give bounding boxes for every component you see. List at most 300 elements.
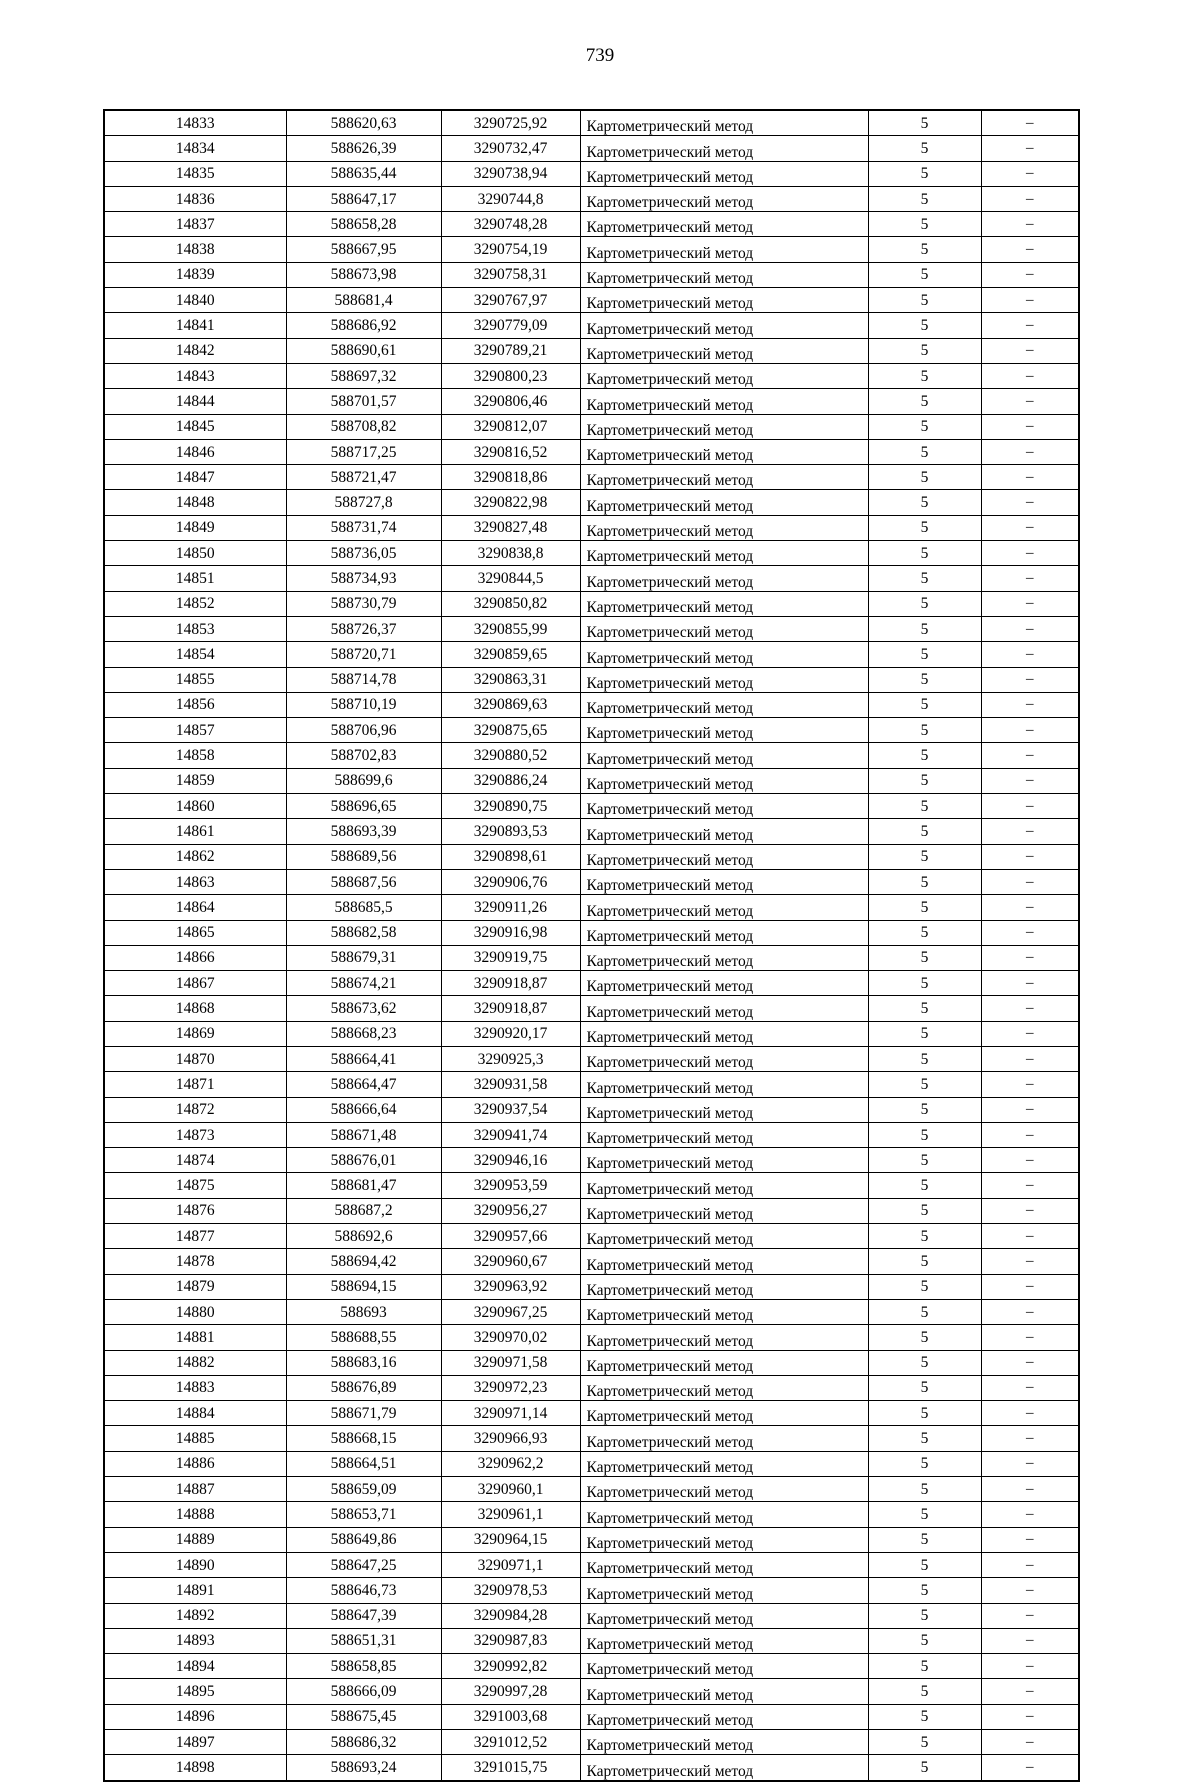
method-cell: Картометрический метод	[580, 1299, 868, 1324]
method-cell: Картометрический метод	[580, 971, 868, 996]
table-row	[104, 945, 1079, 970]
accuracy-cell: 5	[868, 212, 981, 237]
point-number-cell: 14863	[104, 869, 286, 894]
point-number-cell: 14838	[104, 237, 286, 262]
y-coordinate-cell: 3290916,98	[441, 920, 580, 945]
note-cell: –	[981, 1198, 1079, 1223]
table-row	[104, 186, 1079, 211]
table-row	[104, 1021, 1079, 1046]
note-cell: –	[981, 920, 1079, 945]
point-number-cell: 14837	[104, 212, 286, 237]
x-coordinate-cell: 588620,63	[286, 110, 441, 136]
method-cell: Картометрический метод	[580, 1224, 868, 1249]
note-cell: –	[981, 465, 1079, 490]
point-number-cell: 14876	[104, 1198, 286, 1223]
coordinates-table-body	[104, 110, 1079, 1781]
x-coordinate-cell: 588694,15	[286, 1274, 441, 1299]
table-row	[104, 1249, 1079, 1274]
method-cell: Картометрический метод	[580, 794, 868, 819]
x-coordinate-cell: 588671,48	[286, 1122, 441, 1147]
note-cell: –	[981, 768, 1079, 793]
accuracy-cell: 5	[868, 743, 981, 768]
x-coordinate-cell: 588664,51	[286, 1451, 441, 1476]
x-coordinate-cell: 588674,21	[286, 971, 441, 996]
method-cell: Картометрический метод	[580, 1654, 868, 1679]
accuracy-cell: 5	[868, 262, 981, 287]
accuracy-cell: 5	[868, 110, 981, 136]
accuracy-cell: 5	[868, 1755, 981, 1781]
note-cell: –	[981, 1502, 1079, 1527]
point-number-cell: 14879	[104, 1274, 286, 1299]
note-cell: –	[981, 1654, 1079, 1679]
method-cell: Картометрический метод	[580, 110, 868, 136]
method-cell: Картометрический метод	[580, 1401, 868, 1426]
table-row	[104, 363, 1079, 388]
method-cell: Картометрический метод	[580, 920, 868, 945]
y-coordinate-cell: 3291003,68	[441, 1704, 580, 1729]
note-cell: –	[981, 1527, 1079, 1552]
y-coordinate-cell: 3290971,58	[441, 1350, 580, 1375]
point-number-cell: 14856	[104, 692, 286, 717]
y-coordinate-cell: 3291012,52	[441, 1730, 580, 1755]
method-cell: Картометрический метод	[580, 1021, 868, 1046]
method-cell: Картометрический метод	[580, 288, 868, 313]
method-cell: Картометрический метод	[580, 1148, 868, 1173]
point-number-cell: 14849	[104, 515, 286, 540]
table-row	[104, 920, 1079, 945]
method-cell: Картометрический метод	[580, 1122, 868, 1147]
point-number-cell: 14868	[104, 996, 286, 1021]
table-row	[104, 1426, 1079, 1451]
note-cell: –	[981, 1325, 1079, 1350]
table-row	[104, 844, 1079, 869]
accuracy-cell: 5	[868, 1679, 981, 1704]
note-cell: –	[981, 945, 1079, 970]
y-coordinate-cell: 3290789,21	[441, 338, 580, 363]
table-row	[104, 794, 1079, 819]
x-coordinate-cell: 588653,71	[286, 1502, 441, 1527]
point-number-cell: 14848	[104, 490, 286, 515]
accuracy-cell: 5	[868, 1426, 981, 1451]
accuracy-cell: 5	[868, 667, 981, 692]
method-cell: Картометрический метод	[580, 1198, 868, 1223]
y-coordinate-cell: 3290738,94	[441, 161, 580, 186]
y-coordinate-cell: 3290960,1	[441, 1477, 580, 1502]
table-row	[104, 338, 1079, 363]
method-cell: Картометрический метод	[580, 1097, 868, 1122]
table-row	[104, 1173, 1079, 1198]
point-number-cell: 14885	[104, 1426, 286, 1451]
method-cell: Картометрический метод	[580, 1173, 868, 1198]
point-number-cell: 14864	[104, 895, 286, 920]
accuracy-cell: 5	[868, 288, 981, 313]
method-cell: Картометрический метод	[580, 1502, 868, 1527]
y-coordinate-cell: 3290992,82	[441, 1654, 580, 1679]
table-row	[104, 1046, 1079, 1071]
method-cell: Картометрический метод	[580, 1072, 868, 1097]
x-coordinate-cell: 588693	[286, 1299, 441, 1324]
y-coordinate-cell: 3290812,07	[441, 414, 580, 439]
accuracy-cell: 5	[868, 945, 981, 970]
y-coordinate-cell: 3290972,23	[441, 1375, 580, 1400]
accuracy-cell: 5	[868, 971, 981, 996]
point-number-cell: 14886	[104, 1451, 286, 1476]
y-coordinate-cell: 3290859,65	[441, 642, 580, 667]
accuracy-cell: 5	[868, 642, 981, 667]
x-coordinate-cell: 588664,41	[286, 1046, 441, 1071]
note-cell: –	[981, 692, 1079, 717]
accuracy-cell: 5	[868, 996, 981, 1021]
y-coordinate-cell: 3290758,31	[441, 262, 580, 287]
note-cell: –	[981, 667, 1079, 692]
note-cell: –	[981, 1603, 1079, 1628]
note-cell: –	[981, 1046, 1079, 1071]
table-row	[104, 869, 1079, 894]
y-coordinate-cell: 3290906,76	[441, 869, 580, 894]
note-cell: –	[981, 1451, 1079, 1476]
y-coordinate-cell: 3290962,2	[441, 1451, 580, 1476]
x-coordinate-cell: 588717,25	[286, 439, 441, 464]
note-cell: –	[981, 1628, 1079, 1653]
method-cell: Картометрический метод	[580, 1679, 868, 1704]
note-cell: –	[981, 313, 1079, 338]
accuracy-cell: 5	[868, 136, 981, 161]
table-row	[104, 1198, 1079, 1223]
note-cell: –	[981, 794, 1079, 819]
y-coordinate-cell: 3290748,28	[441, 212, 580, 237]
y-coordinate-cell: 3290918,87	[441, 996, 580, 1021]
x-coordinate-cell: 588676,89	[286, 1375, 441, 1400]
x-coordinate-cell: 588664,47	[286, 1072, 441, 1097]
point-number-cell: 14866	[104, 945, 286, 970]
table-row	[104, 667, 1079, 692]
accuracy-cell: 5	[868, 389, 981, 414]
method-cell: Картометрический метод	[580, 1704, 868, 1729]
y-coordinate-cell: 3290931,58	[441, 1072, 580, 1097]
point-number-cell: 14867	[104, 971, 286, 996]
point-number-cell: 14859	[104, 768, 286, 793]
method-cell: Картометрический метод	[580, 1274, 868, 1299]
table-row	[104, 1097, 1079, 1122]
x-coordinate-cell: 588697,32	[286, 363, 441, 388]
point-number-cell: 14870	[104, 1046, 286, 1071]
x-coordinate-cell: 588714,78	[286, 667, 441, 692]
x-coordinate-cell: 588720,71	[286, 642, 441, 667]
table-row	[104, 212, 1079, 237]
x-coordinate-cell: 588736,05	[286, 541, 441, 566]
x-coordinate-cell: 588666,64	[286, 1097, 441, 1122]
point-number-cell: 14834	[104, 136, 286, 161]
y-coordinate-cell: 3290869,63	[441, 692, 580, 717]
note-cell: –	[981, 186, 1079, 211]
table-row	[104, 1730, 1079, 1755]
table-row	[104, 1603, 1079, 1628]
x-coordinate-cell: 588658,28	[286, 212, 441, 237]
method-cell: Картометрический метод	[580, 616, 868, 641]
y-coordinate-cell: 3290844,5	[441, 566, 580, 591]
point-number-cell: 14878	[104, 1249, 286, 1274]
y-coordinate-cell: 3290960,67	[441, 1249, 580, 1274]
table-row	[104, 1552, 1079, 1577]
x-coordinate-cell: 588710,19	[286, 692, 441, 717]
point-number-cell: 14896	[104, 1704, 286, 1729]
point-number-cell: 14850	[104, 541, 286, 566]
table-row	[104, 1072, 1079, 1097]
x-coordinate-cell: 588706,96	[286, 718, 441, 743]
point-number-cell: 14889	[104, 1527, 286, 1552]
point-number-cell: 14873	[104, 1122, 286, 1147]
y-coordinate-cell: 3290970,02	[441, 1325, 580, 1350]
point-number-cell: 14845	[104, 414, 286, 439]
table-row	[104, 1704, 1079, 1729]
note-cell: –	[981, 541, 1079, 566]
accuracy-cell: 5	[868, 1603, 981, 1628]
y-coordinate-cell: 3290971,14	[441, 1401, 580, 1426]
table-row	[104, 1224, 1079, 1249]
y-coordinate-cell: 3290963,92	[441, 1274, 580, 1299]
y-coordinate-cell: 3290890,75	[441, 794, 580, 819]
x-coordinate-cell: 588727,8	[286, 490, 441, 515]
y-coordinate-cell: 3290767,97	[441, 288, 580, 313]
note-cell: –	[981, 743, 1079, 768]
table-row	[104, 110, 1079, 136]
point-number-cell: 14877	[104, 1224, 286, 1249]
table-row	[104, 1401, 1079, 1426]
x-coordinate-cell: 588699,6	[286, 768, 441, 793]
note-cell: –	[981, 1679, 1079, 1704]
table-row	[104, 288, 1079, 313]
method-cell: Картометрический метод	[580, 844, 868, 869]
y-coordinate-cell: 3290816,52	[441, 439, 580, 464]
method-cell: Картометрический метод	[580, 313, 868, 338]
accuracy-cell: 5	[868, 1198, 981, 1223]
table-row	[104, 1350, 1079, 1375]
note-cell: –	[981, 869, 1079, 894]
point-number-cell: 14884	[104, 1401, 286, 1426]
method-cell: Картометрический метод	[580, 996, 868, 1021]
point-number-cell: 14874	[104, 1148, 286, 1173]
y-coordinate-cell: 3290919,75	[441, 945, 580, 970]
x-coordinate-cell: 588675,45	[286, 1704, 441, 1729]
accuracy-cell: 5	[868, 1021, 981, 1046]
accuracy-cell: 5	[868, 616, 981, 641]
method-cell: Картометрический метод	[580, 439, 868, 464]
table-row	[104, 768, 1079, 793]
point-number-cell: 14898	[104, 1755, 286, 1781]
y-coordinate-cell: 3290966,93	[441, 1426, 580, 1451]
y-coordinate-cell: 3290822,98	[441, 490, 580, 515]
table-row	[104, 262, 1079, 287]
point-number-cell: 14891	[104, 1578, 286, 1603]
accuracy-cell: 5	[868, 869, 981, 894]
accuracy-cell: 5	[868, 1148, 981, 1173]
x-coordinate-cell: 588649,86	[286, 1527, 441, 1552]
note-cell: –	[981, 1122, 1079, 1147]
y-coordinate-cell: 3290806,46	[441, 389, 580, 414]
y-coordinate-cell: 3290779,09	[441, 313, 580, 338]
page-number: 739	[585, 45, 615, 66]
table-row	[104, 1654, 1079, 1679]
x-coordinate-cell: 588626,39	[286, 136, 441, 161]
note-cell: –	[981, 844, 1079, 869]
note-cell: –	[981, 490, 1079, 515]
point-number-cell: 14890	[104, 1552, 286, 1577]
y-coordinate-cell: 3290911,26	[441, 895, 580, 920]
accuracy-cell: 5	[868, 1097, 981, 1122]
table-row	[104, 465, 1079, 490]
x-coordinate-cell: 588726,37	[286, 616, 441, 641]
x-coordinate-cell: 588686,32	[286, 1730, 441, 1755]
x-coordinate-cell: 588676,01	[286, 1148, 441, 1173]
table-row	[104, 1578, 1079, 1603]
table-row	[104, 996, 1079, 1021]
note-cell: –	[981, 895, 1079, 920]
point-number-cell: 14893	[104, 1628, 286, 1653]
table-row	[104, 743, 1079, 768]
method-cell: Картометрический метод	[580, 1552, 868, 1577]
point-number-cell: 14847	[104, 465, 286, 490]
table-row	[104, 1451, 1079, 1476]
table-row	[104, 1477, 1079, 1502]
note-cell: –	[981, 718, 1079, 743]
table-row	[104, 515, 1079, 540]
x-coordinate-cell: 588673,62	[286, 996, 441, 1021]
x-coordinate-cell: 588702,83	[286, 743, 441, 768]
point-number-cell: 14851	[104, 566, 286, 591]
table-row	[104, 971, 1079, 996]
note-cell: –	[981, 288, 1079, 313]
x-coordinate-cell: 588687,2	[286, 1198, 441, 1223]
method-cell: Картометрический метод	[580, 718, 868, 743]
accuracy-cell: 5	[868, 1122, 981, 1147]
method-cell: Картометрический метод	[580, 768, 868, 793]
y-coordinate-cell: 3290956,27	[441, 1198, 580, 1223]
accuracy-cell: 5	[868, 1224, 981, 1249]
point-number-cell: 14858	[104, 743, 286, 768]
table-row	[104, 414, 1079, 439]
method-cell: Картометрический метод	[580, 895, 868, 920]
method-cell: Картометрический метод	[580, 1375, 868, 1400]
table-row	[104, 136, 1079, 161]
method-cell: Картометрический метод	[580, 136, 868, 161]
note-cell: –	[981, 389, 1079, 414]
note-cell: –	[981, 212, 1079, 237]
method-cell: Картометрический метод	[580, 363, 868, 388]
table-row	[104, 237, 1079, 262]
x-coordinate-cell: 588701,57	[286, 389, 441, 414]
method-cell: Картометрический метод	[580, 1603, 868, 1628]
table-row	[104, 819, 1079, 844]
table-row	[104, 313, 1079, 338]
y-coordinate-cell: 3290997,28	[441, 1679, 580, 1704]
accuracy-cell: 5	[868, 465, 981, 490]
method-cell: Картометрический метод	[580, 1730, 868, 1755]
point-number-cell: 14865	[104, 920, 286, 945]
accuracy-cell: 5	[868, 895, 981, 920]
x-coordinate-cell: 588686,92	[286, 313, 441, 338]
method-cell: Картометрический метод	[580, 1046, 868, 1071]
y-coordinate-cell: 3290880,52	[441, 743, 580, 768]
point-number-cell: 14880	[104, 1299, 286, 1324]
note-cell: –	[981, 1274, 1079, 1299]
accuracy-cell: 5	[868, 1654, 981, 1679]
accuracy-cell: 5	[868, 338, 981, 363]
table-row	[104, 389, 1079, 414]
x-coordinate-cell: 588659,09	[286, 1477, 441, 1502]
note-cell: –	[981, 338, 1079, 363]
y-coordinate-cell: 3290987,83	[441, 1628, 580, 1653]
y-coordinate-cell: 3290754,19	[441, 237, 580, 262]
y-coordinate-cell: 3290744,8	[441, 186, 580, 211]
y-coordinate-cell: 3290725,92	[441, 110, 580, 136]
accuracy-cell: 5	[868, 1046, 981, 1071]
table-row	[104, 1679, 1079, 1704]
y-coordinate-cell: 3290918,87	[441, 971, 580, 996]
x-coordinate-cell: 588692,6	[286, 1224, 441, 1249]
note-cell: –	[981, 439, 1079, 464]
accuracy-cell: 5	[868, 186, 981, 211]
accuracy-cell: 5	[868, 1249, 981, 1274]
note-cell: –	[981, 1148, 1079, 1173]
point-number-cell: 14882	[104, 1350, 286, 1375]
x-coordinate-cell: 588721,47	[286, 465, 441, 490]
note-cell: –	[981, 1401, 1079, 1426]
x-coordinate-cell: 588673,98	[286, 262, 441, 287]
accuracy-cell: 5	[868, 1350, 981, 1375]
accuracy-cell: 5	[868, 1451, 981, 1476]
accuracy-cell: 5	[868, 439, 981, 464]
x-coordinate-cell: 588647,39	[286, 1603, 441, 1628]
coordinates-table	[103, 109, 1080, 1782]
point-number-cell: 14843	[104, 363, 286, 388]
y-coordinate-cell: 3290875,65	[441, 718, 580, 743]
note-cell: –	[981, 1249, 1079, 1274]
method-cell: Картометрический метод	[580, 869, 868, 894]
point-number-cell: 14836	[104, 186, 286, 211]
note-cell: –	[981, 110, 1079, 136]
method-cell: Картометрический метод	[580, 465, 868, 490]
table-row	[104, 1148, 1079, 1173]
note-cell: –	[981, 819, 1079, 844]
method-cell: Картометрический метод	[580, 1477, 868, 1502]
accuracy-cell: 5	[868, 718, 981, 743]
y-coordinate-cell: 3290967,25	[441, 1299, 580, 1324]
table-row	[104, 1628, 1079, 1653]
note-cell: –	[981, 262, 1079, 287]
note-cell: –	[981, 136, 1079, 161]
point-number-cell: 14835	[104, 161, 286, 186]
point-number-cell: 14894	[104, 1654, 286, 1679]
x-coordinate-cell: 588658,85	[286, 1654, 441, 1679]
x-coordinate-cell: 588690,61	[286, 338, 441, 363]
note-cell: –	[981, 414, 1079, 439]
note-cell: –	[981, 996, 1079, 1021]
point-number-cell: 14862	[104, 844, 286, 869]
table-row	[104, 591, 1079, 616]
method-cell: Картометрический метод	[580, 1426, 868, 1451]
table-row	[104, 1274, 1079, 1299]
accuracy-cell: 5	[868, 1401, 981, 1426]
x-coordinate-cell: 588708,82	[286, 414, 441, 439]
point-number-cell: 14842	[104, 338, 286, 363]
accuracy-cell: 5	[868, 1375, 981, 1400]
accuracy-cell: 5	[868, 490, 981, 515]
x-coordinate-cell: 588667,95	[286, 237, 441, 262]
accuracy-cell: 5	[868, 1578, 981, 1603]
method-cell: Картометрический метод	[580, 1451, 868, 1476]
table-row	[104, 1527, 1079, 1552]
x-coordinate-cell: 588681,47	[286, 1173, 441, 1198]
